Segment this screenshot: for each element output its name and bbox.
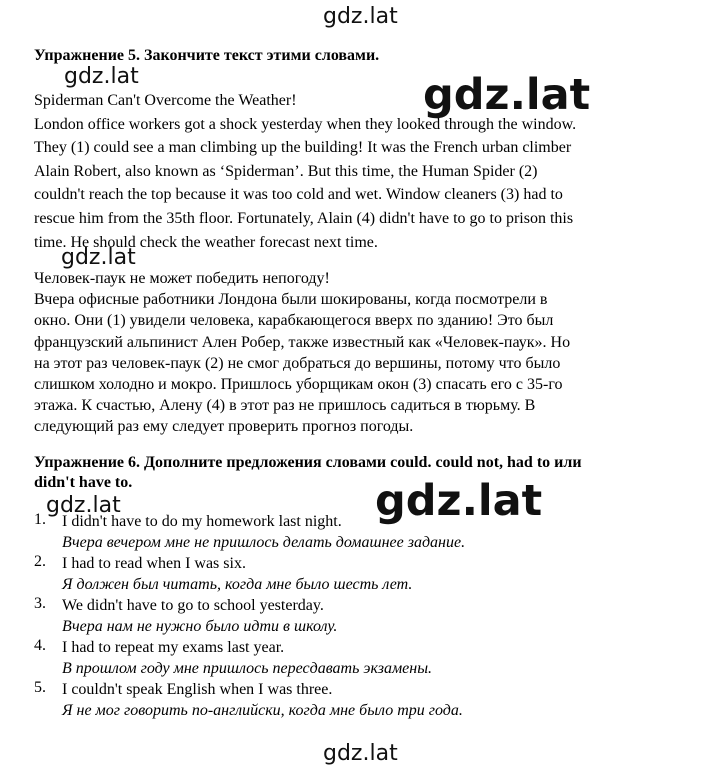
text-line: London office workers got a shock yesterday when they looked through the window. [34,115,577,133]
watermark-large: gdz.lat [423,70,591,120]
exercise-5 [34,46,684,66]
watermark-small: gdz.lat [46,493,121,518]
text-line: rescue him from the 35th floor. Fortunately, Alain (4) didn't have to go to prison this [34,209,574,227]
list-item [34,553,684,595]
text-line: на этот раз человек-паук (2) не смог добраться до вершины, потому что было [34,354,561,372]
text-line: Alain Robert, also known as ‘Spiderman’. But this time, the Human Spider (2) [34,162,538,180]
watermark-bottom: gdz.lat [323,741,398,766]
list-item [34,679,684,721]
item-number: 2. [34,553,46,570]
watermark-large: gdz.lat [375,476,543,526]
item-sentence: I had to repeat my exams last year. [62,639,285,656]
item-translation: В прошлом году мне пришлось пересдавать экзамены. [62,660,433,677]
item-number: 3. [34,595,46,612]
watermark-small: gdz.lat [64,64,139,89]
list-item [34,595,684,637]
item-translation: Вчера нам не нужно было идти в школу. [62,618,338,635]
watermark-small: gdz.lat [61,245,136,270]
text-line: Человек-паук не может победить непогоду! [34,270,330,287]
item-sentence: I had to read when I was six. [62,555,246,572]
text-line: They (1) could see a man climbing up the building! It was the French urban climber [34,139,572,157]
item-sentence: I couldn't speak English when I was three. [62,681,333,698]
text-line: этажа. К счастью, Алену (4) в этот раз не пришлось садиться в тюрьму. В [34,397,536,415]
item-sentence: We didn't have to go to school yesterday. [62,597,324,614]
text-line: следующий раз ему следует проверить прогноз погоды. [34,418,414,436]
text-line: окно. Они (1) увидели человека, карабкающегося вверх по зданию! Это был [34,312,554,330]
text-line: французский альпинист Ален Робер, также известный как «Человек-паук». Но [34,333,571,351]
item-number: 4. [34,637,46,654]
item-number: 5. [34,679,46,696]
text-line: time. He should check the weather forecast next time. [34,233,378,251]
text-line: Вчера офисные работники Лондона были шокированы, когда посмотрели в [34,291,548,309]
item-number: 1. [34,511,46,528]
text-line: Spiderman Can't Overcome the Weather! [34,92,297,109]
item-sentence: I didn't have to do my homework last night. [62,513,342,530]
watermark-top: gdz.lat [323,4,398,29]
exercise-6-list [34,511,684,721]
exercise-6-heading: Упражнение 6. Дополните предложения словами could. could not, had to или [34,454,582,471]
exercise-6-heading-cont: didn't have to. [34,474,133,491]
text-line: couldn't reach the top because it was too cold and wet. Window cleaners (3) had to [34,186,563,204]
exercise-6 [34,453,684,493]
item-translation: Я не мог говорить по-английски, когда мне было три года. [62,702,463,719]
list-item [34,637,684,679]
exercise-5-russian-text [34,268,684,438]
exercise-5-heading: Упражнение 5. Закончите текст этими словами. [34,47,380,64]
list-item [34,511,684,553]
text-line: слишком холодно и мокро. Пришлось уборщикам окон (3) спасать его с 35-го [34,376,563,394]
item-translation: Вчера вечером мне не пришлось делать домашнее задание. [62,534,466,551]
item-translation: Я должен был читать, когда мне было шесть лет. [62,576,413,593]
